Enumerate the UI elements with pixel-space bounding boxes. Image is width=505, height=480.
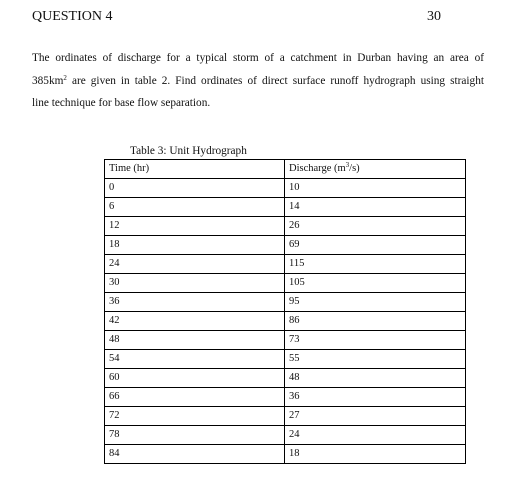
discharge-cell: 36: [285, 388, 466, 407]
table-row: [105, 255, 466, 274]
table-row: [105, 217, 466, 236]
table-row: [105, 312, 466, 331]
discharge-cell: 69: [285, 236, 466, 255]
time-cell: 24: [105, 255, 285, 274]
table-row: [105, 236, 466, 255]
discharge-cell: 55: [285, 350, 466, 369]
time-cell: 6: [105, 198, 285, 217]
table-row: [105, 426, 466, 445]
question-text-line-2-rest: are given in table 2. Find ordinates of direct surface runoff hydrograph using straight: [66, 74, 484, 87]
time-cell: 12: [105, 217, 285, 236]
time-cell: 84: [105, 445, 285, 464]
discharge-cell: 26: [285, 217, 466, 236]
time-cell: 66: [105, 388, 285, 407]
table-row: [105, 293, 466, 312]
time-cell: 72: [105, 407, 285, 426]
discharge-cell: 27: [285, 407, 466, 426]
question-text-line-1: The ordinates of discharge for a typical storm of a catchment in Durban having an area of: [32, 52, 484, 64]
time-cell: 48: [105, 331, 285, 350]
table-row: [105, 369, 466, 388]
table-row: [105, 331, 466, 350]
time-cell: 36: [105, 293, 285, 312]
question-text: [32, 47, 484, 115]
discharge-cell: 48: [285, 369, 466, 388]
time-cell: 42: [105, 312, 285, 331]
table-row: [105, 445, 466, 464]
table-row: [105, 350, 466, 369]
discharge-cell: 10: [285, 179, 466, 198]
question-text-line-2: [32, 70, 484, 93]
table-row: [105, 274, 466, 293]
table-row: [105, 179, 466, 198]
area-value: 385km: [32, 74, 64, 87]
table-caption: Table 3: Unit Hydrograph: [130, 145, 247, 157]
question-marks: 30: [427, 9, 441, 24]
time-cell: 0: [105, 179, 285, 198]
table-body: [105, 179, 466, 464]
table-header-row: [105, 160, 466, 179]
table-row: [105, 388, 466, 407]
discharge-cell: 24: [285, 426, 466, 445]
column-header-time: Time (hr): [105, 160, 285, 179]
discharge-cell: 14: [285, 198, 466, 217]
time-cell: 54: [105, 350, 285, 369]
discharge-cell: 86: [285, 312, 466, 331]
discharge-cell: 18: [285, 445, 466, 464]
area-unit-exponent: 2: [63, 73, 67, 82]
table-row: [105, 407, 466, 426]
table-row: [105, 198, 466, 217]
discharge-unit-exponent: 3: [345, 161, 350, 169]
column-header-discharge: [285, 160, 466, 179]
unit-hydrograph-table: [104, 159, 466, 464]
discharge-cell: 105: [285, 274, 466, 293]
time-cell: 60: [105, 369, 285, 388]
question-title: QUESTION 4: [32, 9, 113, 24]
discharge-cell: 73: [285, 331, 466, 350]
discharge-header-suffix: /s): [349, 163, 360, 174]
question-text-line-3: line technique for base flow separation.: [32, 97, 211, 109]
discharge-cell: 115: [285, 255, 466, 274]
time-cell: 78: [105, 426, 285, 445]
time-cell: 18: [105, 236, 285, 255]
time-cell: 30: [105, 274, 285, 293]
discharge-header-prefix: Discharge (m: [289, 163, 346, 174]
discharge-cell: 95: [285, 293, 466, 312]
